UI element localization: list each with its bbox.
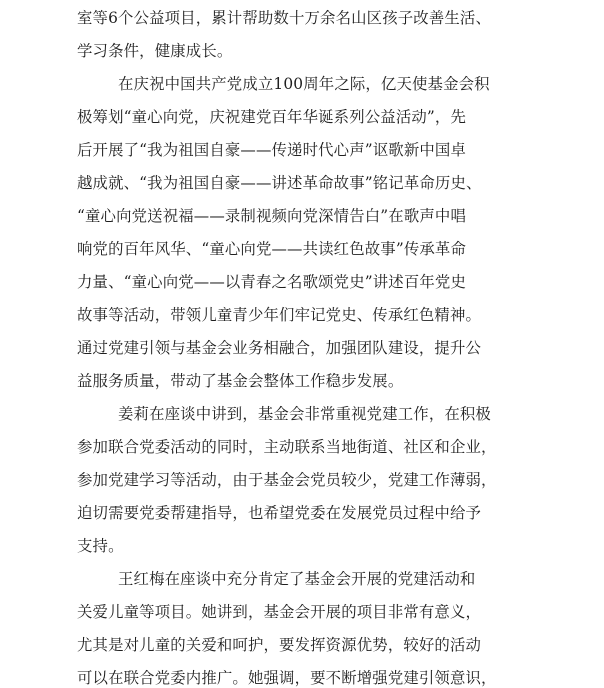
text-line: 迫切需要党委帮建指导，也希望党委在发展党员过程中给予 (77, 504, 482, 522)
text-line: 关爱儿童等项目。她讲到，基金会开展的项目非常有意义， (77, 603, 482, 621)
paragraph-start-line: 在庆祝中国共产党成立100周年之际，亿天使基金会积 (118, 75, 490, 93)
text-line: 尤其是对儿童的关爱和呵护，要发挥资源优势，较好的活动 (77, 636, 482, 654)
text-line: “童心向党送祝福——录制视频向党深情告白”在歌声中唱 (77, 207, 467, 225)
text-line: 通过党建引领与基金会业务相融合，加强团队建设，提升公 (77, 339, 482, 357)
text-line: 支持。 (77, 537, 124, 555)
text-line: 益服务质量，带动了基金会整体工作稳步发展。 (77, 372, 404, 390)
text-line: 响党的百年风华、“童心向党——共读红色故事”传承革命 (77, 240, 467, 258)
text-line: 极筹划“童心向党，庆祝建党百年华诞系列公益活动”，先 (77, 108, 467, 126)
text-line: 后开展了“我为祖国自豪——传递时代心声”讴歌新中国卓 (77, 141, 467, 159)
text-line: 越成就、“我为祖国自豪——讲述革命故事”铭记革命历史、 (77, 174, 482, 192)
text-line: 学习条件，健康成长。 (77, 42, 233, 60)
text-line: 参加联合党委活动的同时，主动联系当地街道、社区和企业， (77, 438, 497, 456)
text-line: 参加党建学习等活动，由于基金会党员较少，党建工作薄弱， (77, 471, 497, 489)
text-line: 可以在联合党委内推广。她强调，要不断增强党建引领意识， (77, 669, 497, 687)
text-line: 室等6个公益项目，累计帮助数十万余名山区孩子改善生活、 (77, 9, 491, 27)
paragraph-start-line: 王红梅在座谈中充分肯定了基金会开展的党建活动和 (118, 570, 476, 588)
text-line: 故事等活动，带领儿童青少年们牢记党史、传承红色精神。 (77, 306, 482, 324)
text-line: 力量、“童心向党——以青春之名歌颂党史”讲述百年党史 (77, 273, 467, 291)
paragraph-start-line: 姜莉在座谈中讲到，基金会非常重视党建工作，在积极 (118, 405, 491, 423)
